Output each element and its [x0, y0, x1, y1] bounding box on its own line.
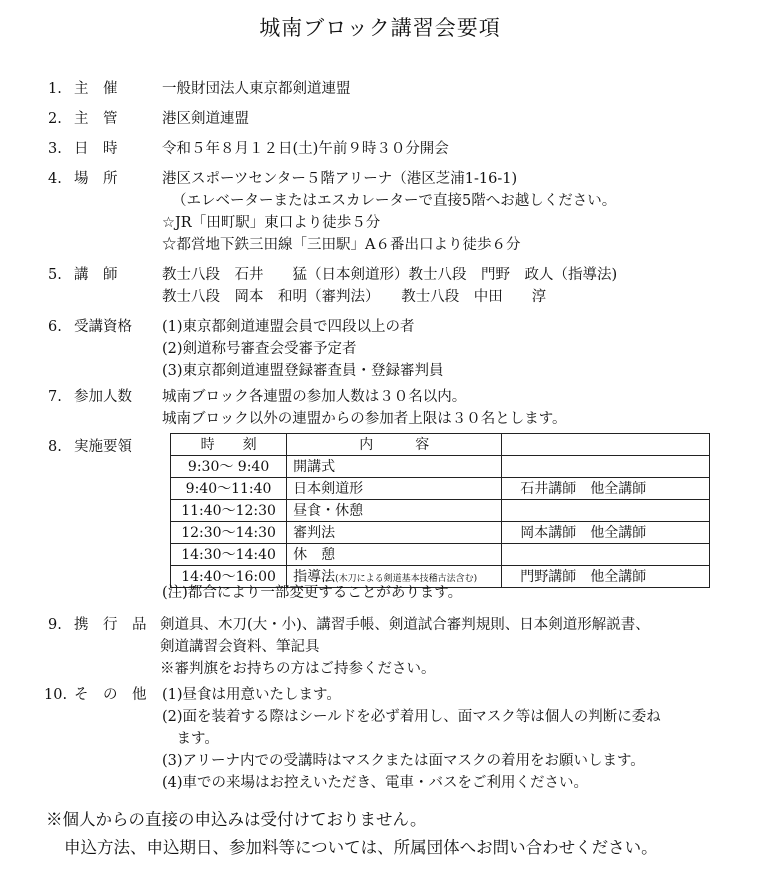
belongings-line: 剣道講習会資料、筆記具 [160, 639, 320, 655]
eligibility-line: (2)剣道称号審査会受審予定者 [162, 341, 357, 357]
instructor-cell [502, 500, 710, 522]
section-number: 6. [48, 319, 62, 335]
table-header-row [171, 434, 710, 456]
page-title: 城南ブロック講習会要項 [259, 16, 501, 40]
table-row [171, 456, 710, 478]
section-label: 日 時 [74, 141, 118, 157]
table-row [171, 544, 710, 566]
footer-notice: ※個人からの直接の申込みは受付けておりません。 [46, 810, 427, 829]
venue-line: ☆都営地下鉄三田線「三田駅」A６番出口より徒歩６分 [162, 237, 521, 253]
content-text: 指導法 [293, 568, 336, 585]
section-number: 1. [48, 81, 62, 97]
content-cell: 日本剣道形 [287, 478, 502, 500]
time-cell: 11:40～12:30 [171, 500, 287, 522]
column-header-content: 内 容 [287, 434, 502, 456]
section-label: 主 催 [74, 81, 118, 97]
time-cell: 9:40～11:40 [171, 478, 287, 500]
other-line: ます。 [162, 731, 219, 747]
footer-inquiry: 申込方法、申込期日、参加料等については、所属団体へお問い合わせください。 [64, 838, 658, 857]
instructor-cell: 門野講師 他全講師 [502, 566, 710, 588]
venue-line: 港区スポーツセンター５階アリーナ（港区芝浦1-16-1) [162, 171, 518, 187]
belongings-line: 剣道具、木刀(大・小)、講習手帳、剣道試合審判規則、日本剣道形解説書、 [160, 617, 650, 633]
content-cell: 休 憩 [287, 544, 502, 566]
section-label: 受講資格 [74, 319, 132, 335]
table-row [171, 478, 710, 500]
section-number: 9. [48, 617, 62, 633]
content-note: (木刀による剣道基本技稽古法含む) [335, 573, 478, 584]
instructor-cell [502, 456, 710, 478]
content-cell: 審判法 [287, 522, 502, 544]
schedule-table [170, 433, 710, 588]
other-line: (3)アリーナ内での受講時はマスクまたは面マスクの着用をお願いします。 [162, 753, 645, 769]
time-cell: 9:30～ 9:40 [171, 456, 287, 478]
section-number: 7. [48, 389, 62, 405]
section-number: 3. [48, 141, 62, 157]
section-number: 2. [48, 111, 62, 127]
table-row [171, 500, 710, 522]
column-header-time: 時 刻 [171, 434, 287, 456]
section-label: そ の 他 [74, 687, 147, 703]
time-cell: 14:40～16:00 [171, 566, 287, 588]
table-row [171, 522, 710, 544]
other-line: (1)昼食は用意いたします。 [162, 687, 341, 703]
eligibility-line: (3)東京都剣道連盟登録審査員・登録審判員 [162, 363, 444, 379]
section-content: 令和５年８月１２日(土)午前９時３０分開会 [162, 141, 449, 157]
content-cell: 昼食・休憩 [287, 500, 502, 522]
time-cell: 14:30～14:40 [171, 544, 287, 566]
time-cell: 12:30～14:30 [171, 522, 287, 544]
instructor-line: 教士八段 岡本 和明（審判法） 教士八段 中田 淳 [162, 289, 547, 305]
capacity-line: 城南ブロック各連盟の参加人数は３０名以内。 [162, 389, 467, 405]
content-cell: 開講式 [287, 456, 502, 478]
section-label: 講 師 [74, 267, 118, 283]
instructor-cell: 岡本講師 他全講師 [502, 522, 710, 544]
eligibility-line: (1)東京都剣道連盟会員で四段以上の者 [162, 319, 415, 335]
section-label: 主 管 [74, 111, 118, 127]
section-number: 10. [44, 687, 68, 703]
section-number: 8. [48, 439, 62, 455]
section-number: 4. [48, 171, 62, 187]
section-label: 携 行 品 [74, 617, 147, 633]
venue-line: ☆JR「田町駅」東口より徒歩５分 [162, 215, 381, 231]
column-header-instructor [502, 434, 710, 456]
section-label: 実施要領 [74, 439, 132, 455]
section-label: 参加人数 [74, 389, 132, 405]
section-label: 場 所 [74, 171, 118, 187]
section-number: 5. [48, 267, 62, 283]
instructor-line: 教士八段 石井 猛（日本剣道形）教士八段 門野 政人（指導法) [162, 267, 618, 283]
instructor-cell [502, 544, 710, 566]
instructor-cell: 石井講師 他全講師 [502, 478, 710, 500]
other-line: (2)面を装着する際はシールドを必ず着用し、面マスク等は個人の判断に委ね [162, 709, 661, 725]
schedule-footnote: (注)都合により一部変更することがあります。 [162, 585, 463, 601]
other-line: (4)車での来場はお控えいただき、電車・バスをご利用ください。 [162, 775, 588, 791]
section-content: 一般財団法人東京都剣道連盟 [162, 81, 351, 97]
belongings-line: ※審判旗をお持ちの方はご持参ください。 [160, 661, 436, 677]
venue-line: （エレベーターまたはエスカレーターで直接5階へお越しください。 [172, 193, 617, 209]
section-content: 港区剣道連盟 [162, 111, 249, 127]
capacity-line: 城南ブロック以外の連盟からの参加者上限は３０名とします。 [162, 411, 567, 427]
